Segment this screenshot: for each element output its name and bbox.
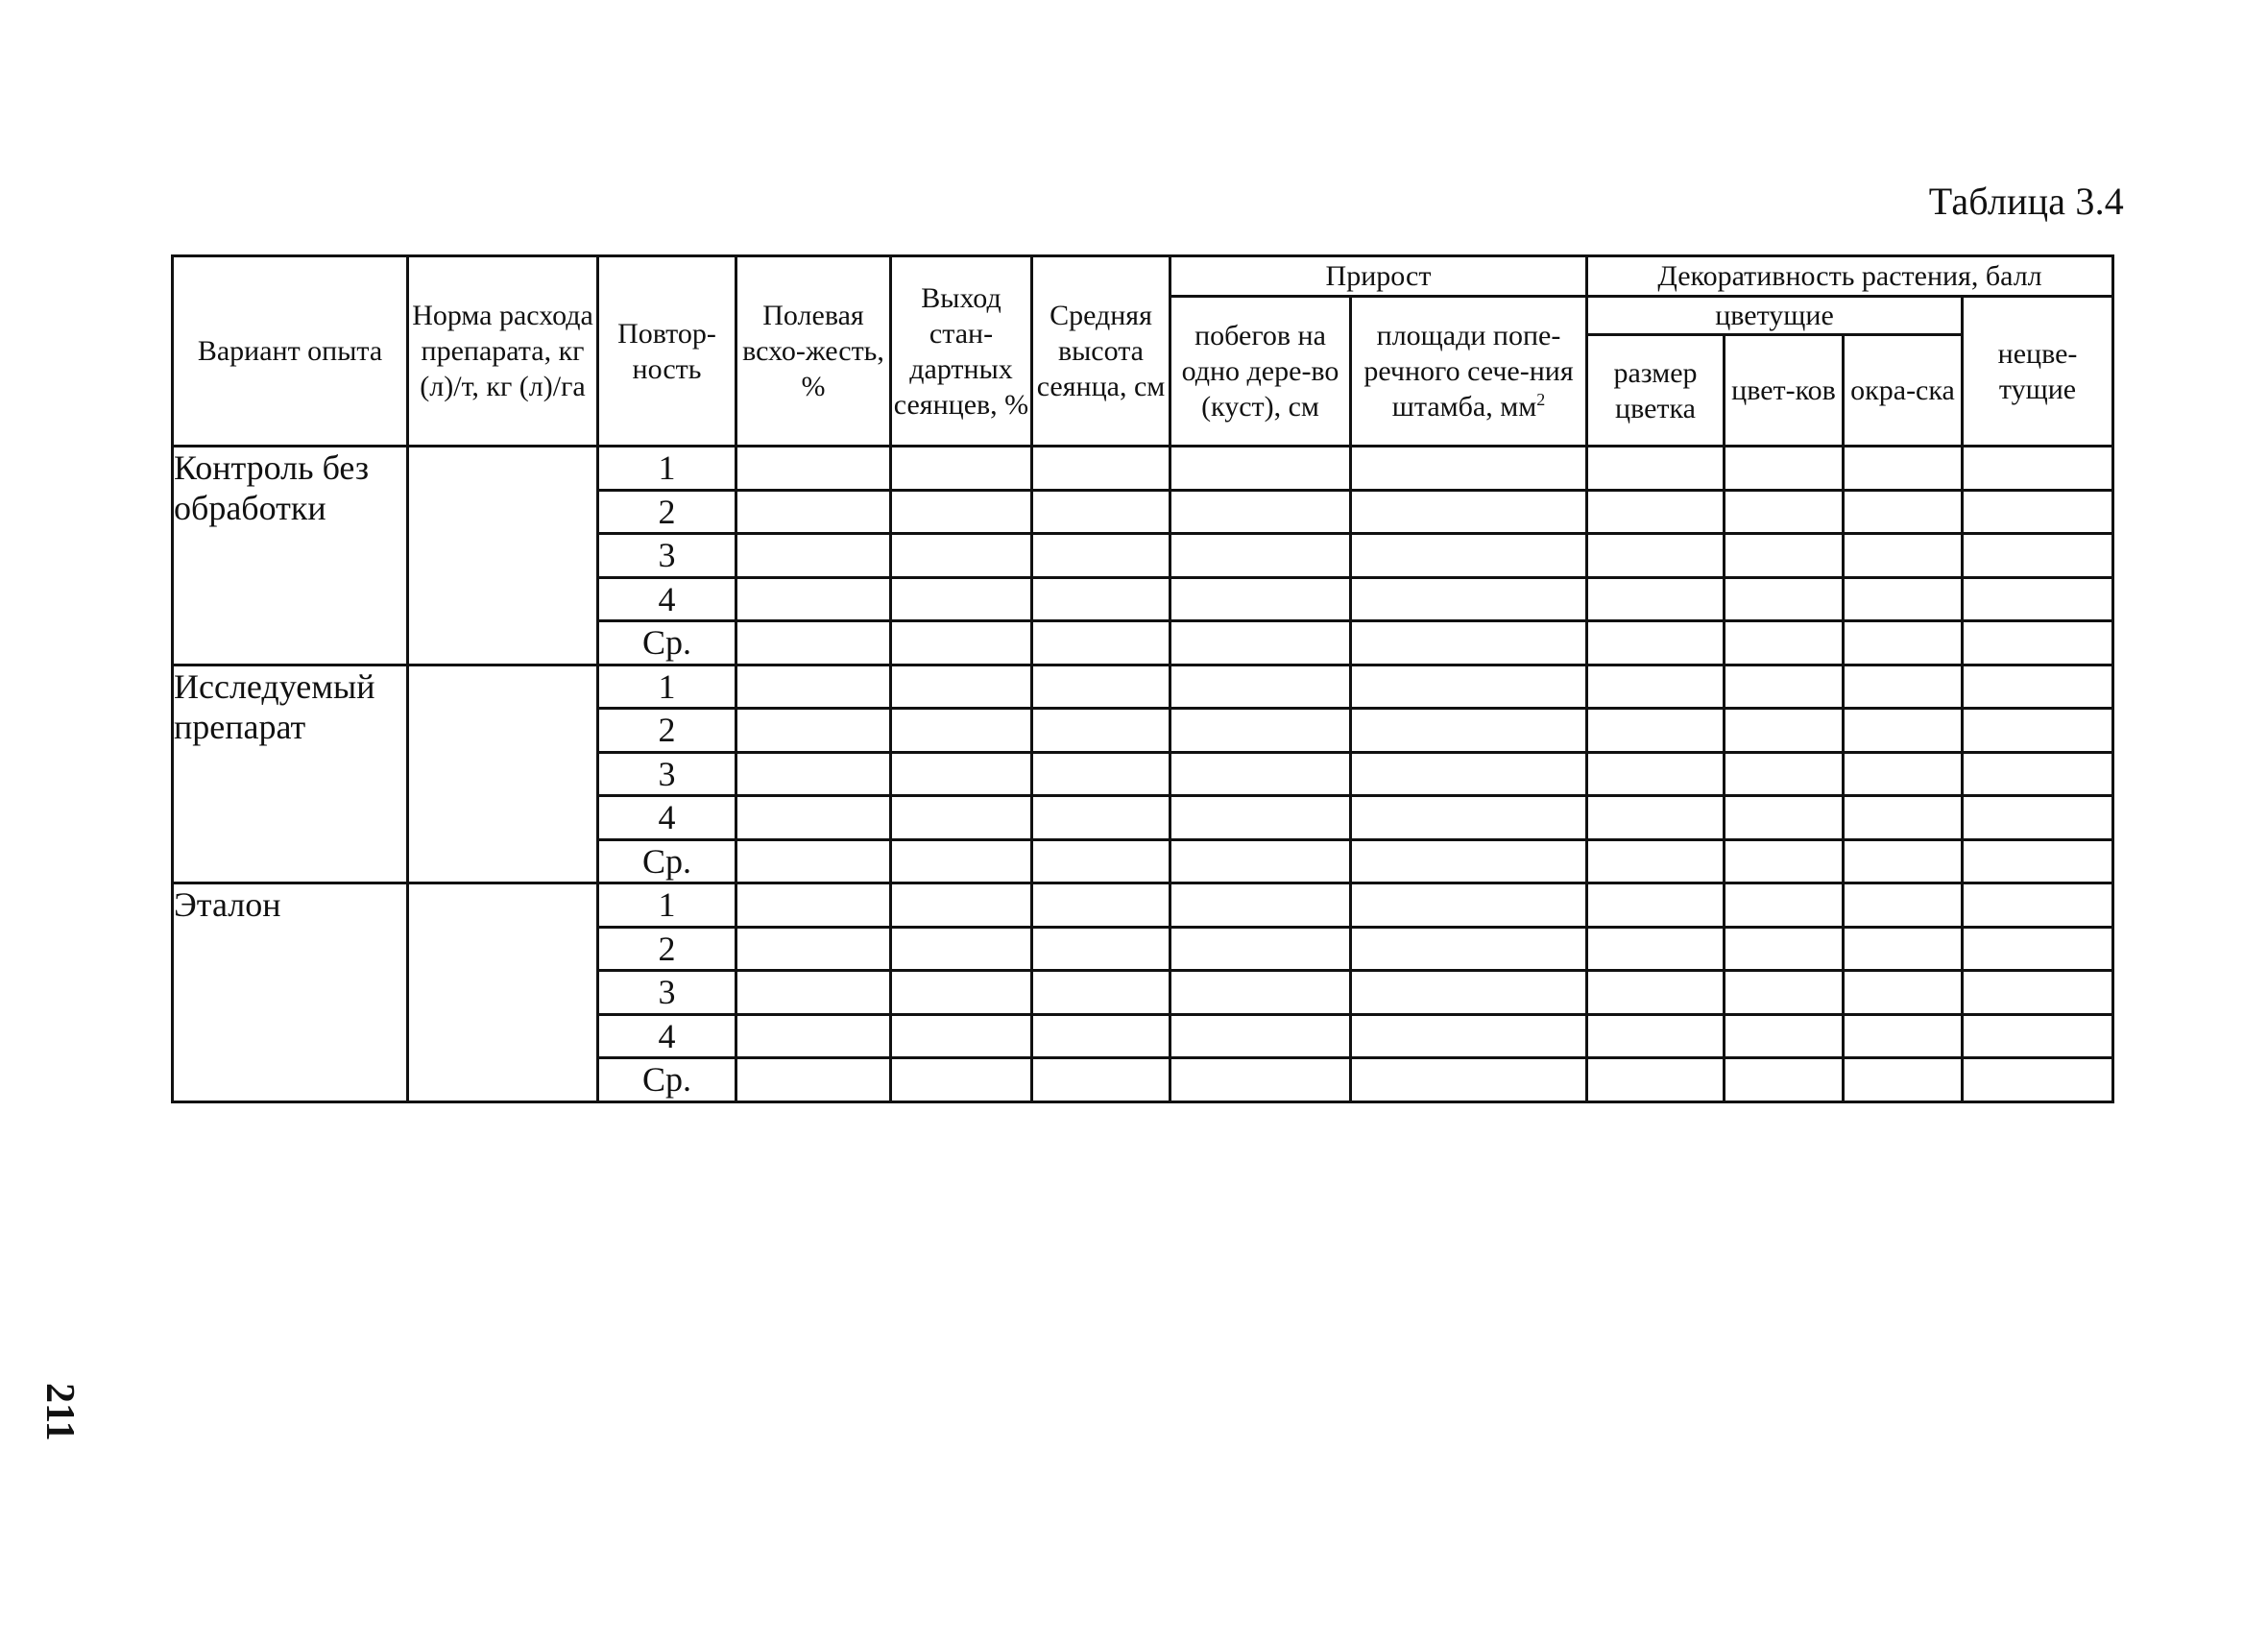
norm-cell bbox=[408, 883, 598, 1102]
data-cell bbox=[1170, 534, 1351, 578]
repeat-cell: 4 bbox=[598, 1014, 736, 1058]
variant-cell: Контроль без обработки bbox=[173, 447, 408, 665]
header-flower-color: окра-ска bbox=[1844, 335, 1963, 447]
data-cell bbox=[736, 665, 891, 709]
data-cell bbox=[1725, 534, 1844, 578]
data-cell bbox=[1170, 752, 1351, 796]
data-cell bbox=[1963, 796, 2113, 840]
data-cell bbox=[1587, 883, 1725, 928]
data-cell bbox=[1351, 577, 1587, 621]
data-cell bbox=[1587, 577, 1725, 621]
data-cell bbox=[1587, 927, 1725, 971]
data-cell bbox=[1032, 796, 1170, 840]
repeat-cell: 3 bbox=[598, 534, 736, 578]
data-cell bbox=[1351, 534, 1587, 578]
variant-cell: Исследуемый препарат bbox=[173, 665, 408, 883]
data-cell bbox=[891, 971, 1032, 1015]
data-cell bbox=[891, 1058, 1032, 1102]
data-cell bbox=[1587, 1058, 1725, 1102]
data-cell bbox=[1032, 447, 1170, 491]
data-cell bbox=[736, 883, 891, 928]
data-cell bbox=[1963, 1058, 2113, 1102]
data-cell bbox=[1844, 1014, 1963, 1058]
data-cell bbox=[1963, 665, 2113, 709]
data-cell bbox=[1587, 752, 1725, 796]
data-cell bbox=[1725, 1058, 1844, 1102]
header-yield: Выход стан-дартных сеянцев, % bbox=[891, 256, 1032, 447]
data-cell bbox=[1351, 490, 1587, 534]
header-growth-area bbox=[1351, 297, 1587, 447]
data-cell bbox=[1351, 927, 1587, 971]
data-cell bbox=[1351, 1014, 1587, 1058]
data-cell bbox=[736, 971, 891, 1015]
data-cell bbox=[891, 621, 1032, 665]
data-cell bbox=[1963, 1014, 2113, 1058]
data-cell bbox=[1725, 621, 1844, 665]
data-cell bbox=[1032, 709, 1170, 753]
repeat-cell: 3 bbox=[598, 752, 736, 796]
data-cell bbox=[1032, 839, 1170, 883]
data-cell bbox=[1844, 1058, 1963, 1102]
data-cell bbox=[1170, 796, 1351, 840]
variant-cell: Эталон bbox=[173, 883, 408, 1102]
data-cell bbox=[1032, 621, 1170, 665]
data-cell bbox=[736, 621, 891, 665]
data-cell bbox=[891, 709, 1032, 753]
data-cell bbox=[1963, 883, 2113, 928]
data-cell bbox=[1351, 971, 1587, 1015]
data-cell bbox=[1170, 621, 1351, 665]
data-cell bbox=[736, 752, 891, 796]
repeat-cell: Ср. bbox=[598, 1058, 736, 1102]
data-cell bbox=[1844, 665, 1963, 709]
data-cell bbox=[1725, 577, 1844, 621]
data-cell bbox=[891, 534, 1032, 578]
data-cell bbox=[1032, 1058, 1170, 1102]
data-cell bbox=[1844, 534, 1963, 578]
data-cell bbox=[1351, 665, 1587, 709]
data-cell bbox=[1587, 796, 1725, 840]
data-cell bbox=[1587, 1014, 1725, 1058]
repeat-cell: 4 bbox=[598, 796, 736, 840]
data-cell bbox=[1844, 839, 1963, 883]
data-cell bbox=[1725, 1014, 1844, 1058]
data-cell bbox=[1032, 883, 1170, 928]
data-cell bbox=[1032, 534, 1170, 578]
data-cell bbox=[1351, 709, 1587, 753]
data-cell bbox=[736, 927, 891, 971]
data-cell bbox=[891, 577, 1032, 621]
data-cell bbox=[1587, 534, 1725, 578]
data-cell bbox=[736, 534, 891, 578]
data-cell bbox=[1963, 971, 2113, 1015]
data-cell bbox=[736, 447, 891, 491]
norm-cell bbox=[408, 665, 598, 883]
data-cell bbox=[1032, 971, 1170, 1015]
experiment-table bbox=[171, 254, 2114, 1103]
data-cell bbox=[1170, 577, 1351, 621]
data-cell bbox=[1170, 1058, 1351, 1102]
data-cell bbox=[1844, 490, 1963, 534]
data-cell bbox=[1844, 709, 1963, 753]
data-cell bbox=[891, 752, 1032, 796]
data-cell bbox=[1963, 709, 2113, 753]
data-cell bbox=[1170, 665, 1351, 709]
data-cell bbox=[891, 447, 1032, 491]
data-cell bbox=[736, 1014, 891, 1058]
repeat-cell: 2 bbox=[598, 709, 736, 753]
data-cell bbox=[736, 577, 891, 621]
repeat-cell: 1 bbox=[598, 665, 736, 709]
data-cell bbox=[1170, 709, 1351, 753]
table-row bbox=[173, 665, 2113, 709]
data-cell bbox=[1725, 839, 1844, 883]
data-cell bbox=[736, 709, 891, 753]
data-cell bbox=[1725, 927, 1844, 971]
data-cell bbox=[891, 839, 1032, 883]
data-cell bbox=[1963, 534, 2113, 578]
norm-cell bbox=[408, 447, 598, 665]
repeat-cell: 3 bbox=[598, 971, 736, 1015]
repeat-cell: 2 bbox=[598, 927, 736, 971]
data-cell bbox=[891, 927, 1032, 971]
data-cell bbox=[1587, 447, 1725, 491]
data-cell bbox=[1587, 665, 1725, 709]
data-cell bbox=[1963, 927, 2113, 971]
data-cell bbox=[1963, 490, 2113, 534]
header-flower-count: цвет-ков bbox=[1725, 335, 1844, 447]
table-row bbox=[173, 883, 2113, 928]
data-cell bbox=[1032, 752, 1170, 796]
data-cell bbox=[1844, 796, 1963, 840]
data-cell bbox=[1725, 665, 1844, 709]
table-body bbox=[173, 447, 2113, 1102]
data-cell bbox=[1963, 447, 2113, 491]
table-caption: Таблица 3.4 bbox=[1928, 180, 2124, 223]
data-cell bbox=[1963, 752, 2113, 796]
data-cell bbox=[1963, 577, 2113, 621]
data-cell bbox=[1725, 490, 1844, 534]
data-cell bbox=[1351, 621, 1587, 665]
data-cell bbox=[1844, 621, 1963, 665]
header-germination: Полевая всхо-жесть, % bbox=[736, 256, 891, 447]
data-cell bbox=[1725, 709, 1844, 753]
data-cell bbox=[1351, 839, 1587, 883]
data-cell bbox=[1844, 927, 1963, 971]
data-cell bbox=[1725, 796, 1844, 840]
data-cell bbox=[736, 490, 891, 534]
repeat-cell: Ср. bbox=[598, 621, 736, 665]
data-cell bbox=[1351, 796, 1587, 840]
data-cell bbox=[1170, 1014, 1351, 1058]
repeat-cell: 2 bbox=[598, 490, 736, 534]
data-cell bbox=[1844, 447, 1963, 491]
data-cell bbox=[1170, 447, 1351, 491]
data-cell bbox=[1170, 839, 1351, 883]
repeat-cell: Ср. bbox=[598, 839, 736, 883]
data-cell bbox=[736, 839, 891, 883]
data-cell bbox=[1587, 839, 1725, 883]
data-cell bbox=[1725, 752, 1844, 796]
data-cell bbox=[1963, 621, 2113, 665]
header-repeat: Повтор-ность bbox=[598, 256, 736, 447]
data-cell bbox=[1725, 447, 1844, 491]
data-cell bbox=[1844, 752, 1963, 796]
data-cell bbox=[1170, 971, 1351, 1015]
repeat-cell: 1 bbox=[598, 447, 736, 491]
data-cell bbox=[1844, 577, 1963, 621]
data-cell bbox=[1587, 490, 1725, 534]
data-cell bbox=[891, 883, 1032, 928]
data-cell bbox=[1032, 1014, 1170, 1058]
header-growth-shoots: побегов на одно дере-во (куст), см bbox=[1170, 297, 1351, 447]
data-cell bbox=[1032, 490, 1170, 534]
header-growth: Прирост bbox=[1170, 256, 1587, 297]
data-cell bbox=[1587, 709, 1725, 753]
data-cell bbox=[1587, 621, 1725, 665]
data-cell bbox=[891, 490, 1032, 534]
data-cell bbox=[736, 1058, 891, 1102]
data-cell bbox=[736, 796, 891, 840]
header-nonflowering: нецве-тущие bbox=[1963, 297, 2113, 447]
header-growth-area-text: площади попе-речного сече-ния штамба, мм bbox=[1363, 320, 1574, 423]
data-cell bbox=[1587, 971, 1725, 1015]
header-norm: Норма расхода препарата, кг (л)/т, кг (л)/га bbox=[408, 256, 598, 447]
data-cell bbox=[1725, 971, 1844, 1015]
header-height: Средняя высота сеянца, см bbox=[1032, 256, 1170, 447]
data-cell bbox=[1032, 577, 1170, 621]
header-variant: Вариант опыта bbox=[173, 256, 408, 447]
data-cell bbox=[1351, 883, 1587, 928]
data-cell bbox=[1351, 447, 1587, 491]
data-cell bbox=[1032, 665, 1170, 709]
data-cell bbox=[1963, 839, 2113, 883]
data-cell bbox=[1032, 927, 1170, 971]
data-cell bbox=[1170, 490, 1351, 534]
data-cell bbox=[1844, 883, 1963, 928]
data-cell bbox=[1351, 752, 1587, 796]
data-cell bbox=[1844, 971, 1963, 1015]
header-flower-size: размер цветка bbox=[1587, 335, 1725, 447]
data-cell bbox=[1170, 883, 1351, 928]
data-cell bbox=[1170, 927, 1351, 971]
header-flowering: цветущие bbox=[1587, 297, 1963, 335]
data-cell bbox=[891, 796, 1032, 840]
data-cell bbox=[891, 1014, 1032, 1058]
data-cell bbox=[891, 665, 1032, 709]
repeat-cell: 4 bbox=[598, 577, 736, 621]
header-growth-area-sup: 2 bbox=[1536, 390, 1546, 409]
data-cell bbox=[1725, 883, 1844, 928]
header-decor: Декоративность растения, балл bbox=[1587, 256, 2113, 297]
data-cell bbox=[1351, 1058, 1587, 1102]
repeat-cell: 1 bbox=[598, 883, 736, 928]
page-number: 211 bbox=[37, 1383, 82, 1441]
table-row bbox=[173, 447, 2113, 491]
